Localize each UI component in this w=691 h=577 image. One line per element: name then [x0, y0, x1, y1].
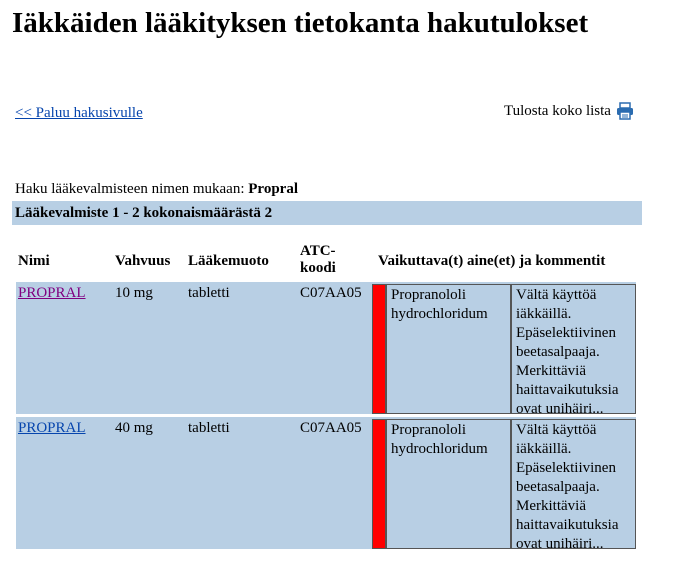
- search-summary: [15, 181, 298, 198]
- table-row: [16, 417, 636, 552]
- header-substance: Vaikuttava(t) aine(et) ja kommentit: [378, 253, 606, 269]
- header-strength: Vahvuus: [115, 253, 171, 269]
- product-name-link[interactable]: PROPRAL: [18, 285, 86, 301]
- back-to-search-link[interactable]: << Paluu hakusivulle: [15, 105, 143, 121]
- substance-cell: Propranololi hydrochloridum: [386, 284, 511, 414]
- header-name: Nimi: [18, 253, 50, 269]
- table-row: [16, 282, 636, 417]
- printer-icon[interactable]: [616, 102, 634, 120]
- header-form: Lääkemuoto: [188, 253, 269, 269]
- product-name-link[interactable]: PROPRAL: [18, 420, 86, 436]
- strength-cell: 40 mg: [115, 420, 153, 436]
- page-title: Iäkkäiden lääkityksen tietokanta hakutulokset: [12, 7, 589, 39]
- form-cell: tabletti: [188, 285, 230, 301]
- comment-cell: Vältä käyttöä iäkkäillä. Epäselektiivinen beetasalpaaja. Merkittäviä haittavaikutuksia ovat unihäiri...: [511, 284, 636, 414]
- strength-cell: 10 mg: [115, 285, 153, 301]
- substance-cell: Propranololi hydrochloridum: [386, 419, 511, 549]
- atc-cell: C07AA05: [300, 420, 362, 436]
- form-cell: tabletti: [188, 420, 230, 436]
- search-prefix: Haku lääkevalmisteen nimen mukaan:: [15, 181, 245, 197]
- classification-indicator: [372, 419, 386, 549]
- print-list-button[interactable]: [504, 102, 634, 120]
- comment-cell: Vältä käyttöä iäkkäillä. Epäselektiivinen beetasalpaaja. Merkittäviä haittavaikutuksia ovat unihäiri...: [511, 419, 636, 549]
- classification-indicator: [372, 284, 386, 414]
- print-label: Tulosta koko lista: [504, 102, 611, 119]
- search-term: Propral: [248, 181, 298, 197]
- header-atc: ATC-koodi: [300, 243, 336, 276]
- result-count-bar: Lääkevalmiste 1 - 2 kokonaismäärästä 2: [12, 201, 642, 225]
- atc-cell: C07AA05: [300, 285, 362, 301]
